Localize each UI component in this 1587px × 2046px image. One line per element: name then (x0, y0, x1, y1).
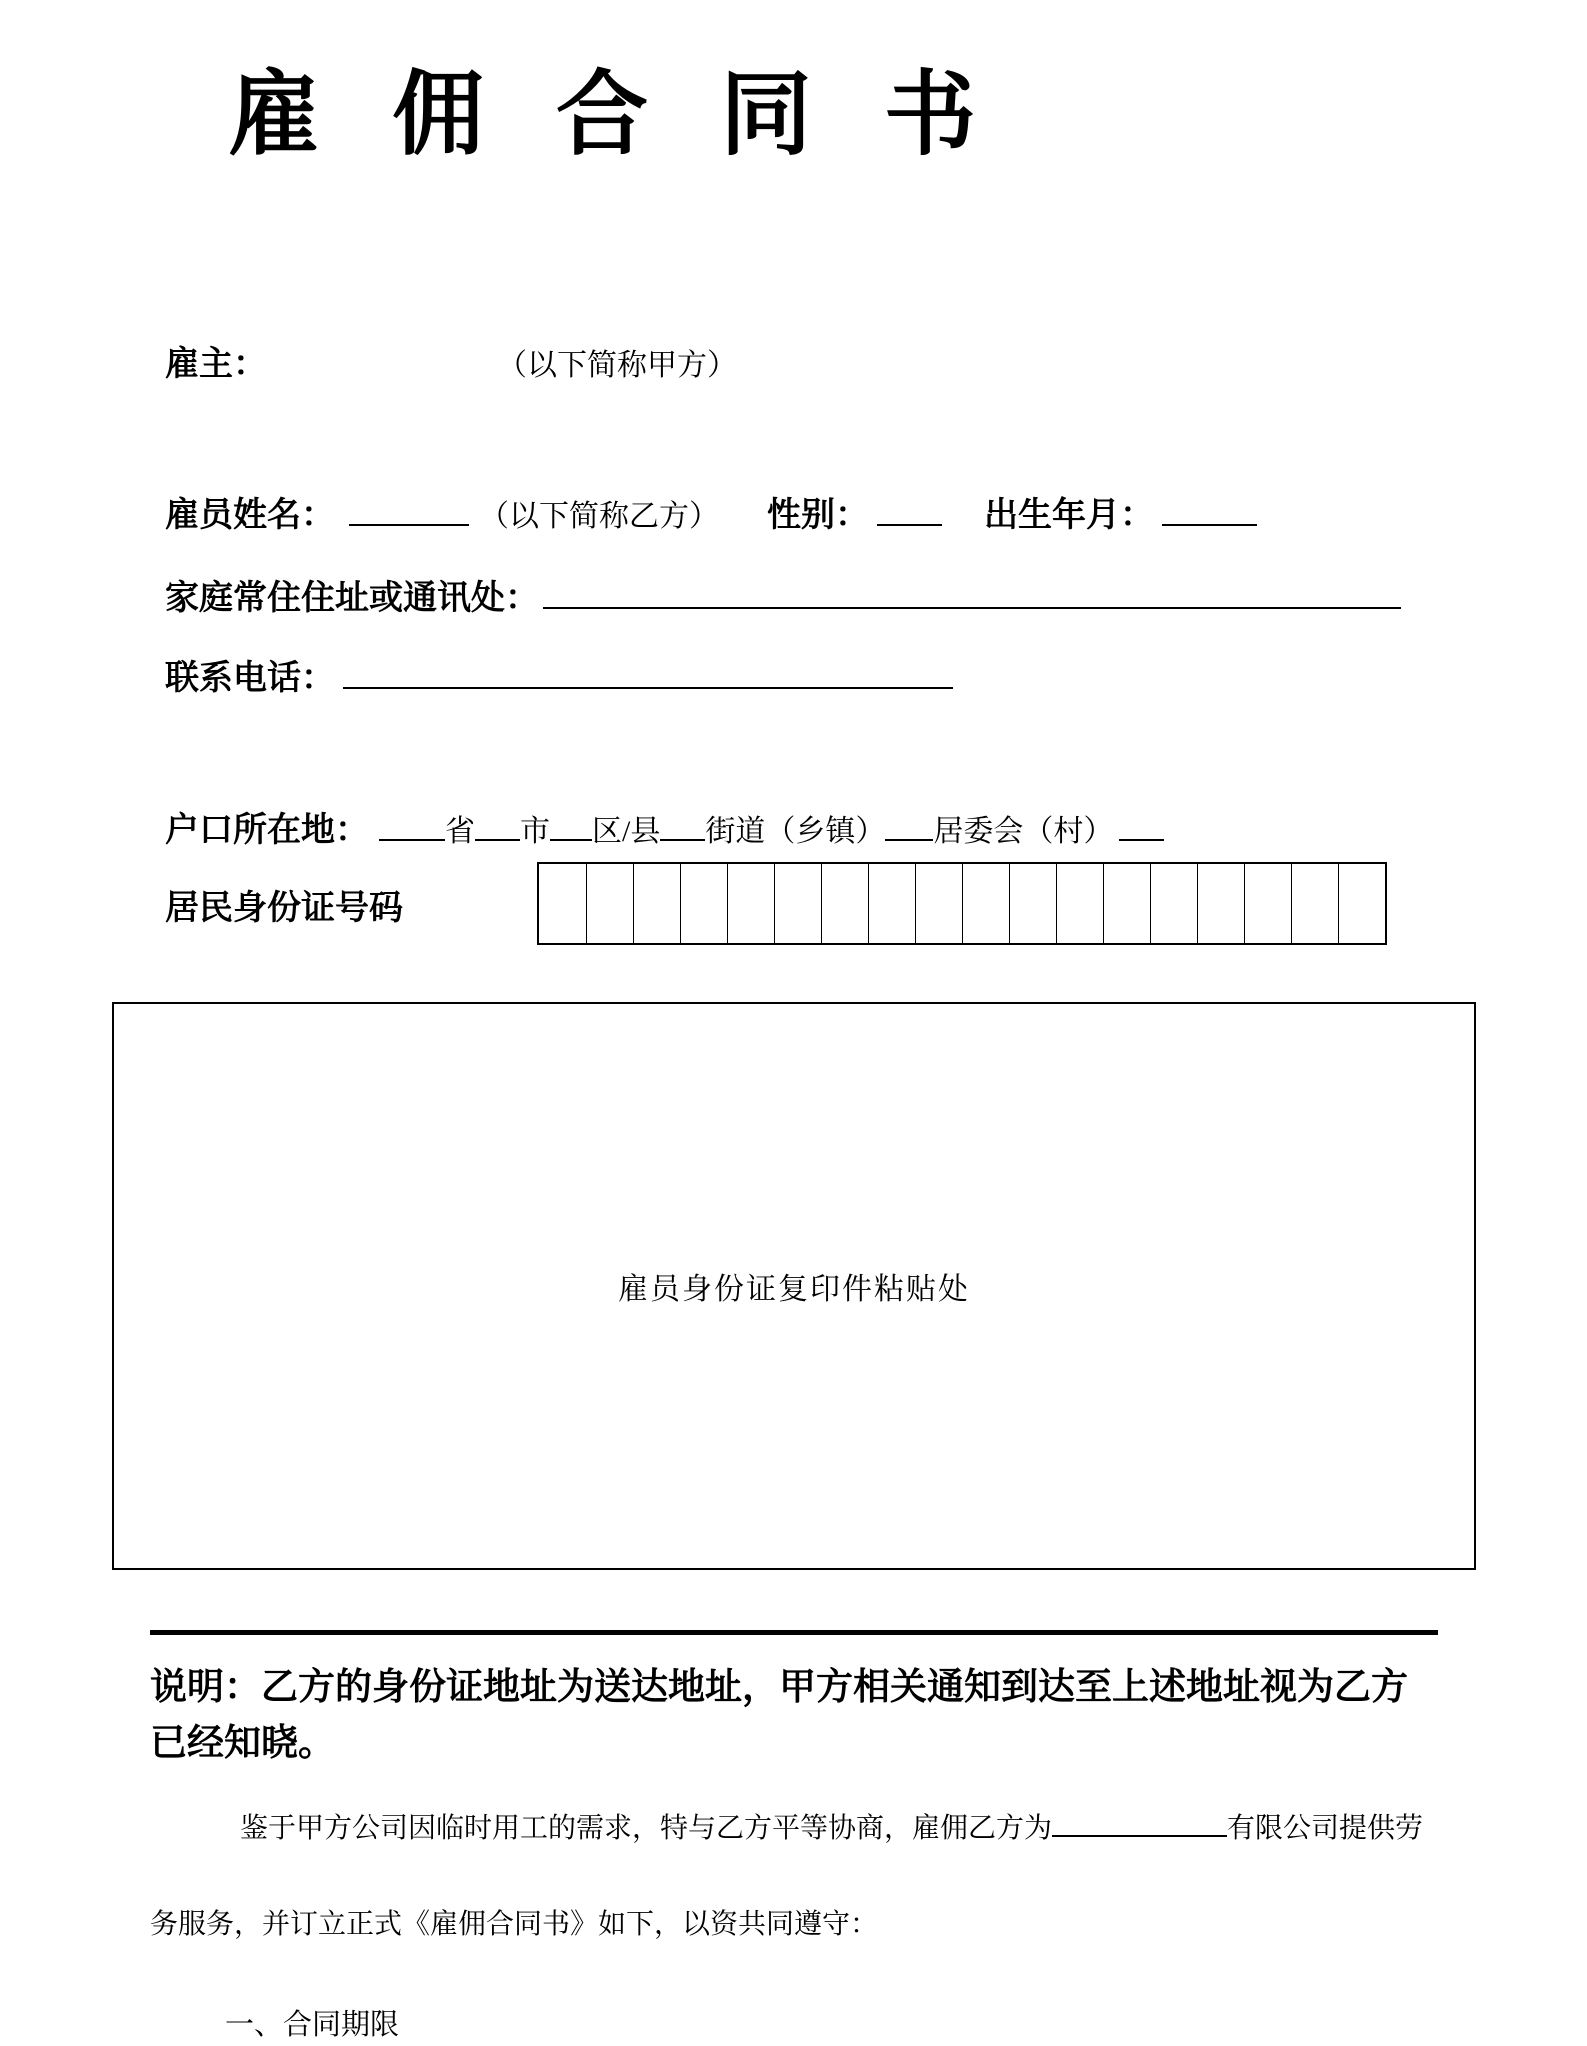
delivery-notice-line1: 说明：乙方的身份证地址为送达地址，甲方相关通知到达至上述地址视为乙方 (150, 1667, 1408, 1708)
birth-date-field[interactable] (1162, 498, 1257, 526)
preamble-text-before-company: 鉴于甲方公司因临时用工的需求，特与乙方平等协商，雇佣乙方为 (240, 1813, 1053, 1844)
household-label: 户口所在地： (165, 812, 369, 849)
household-row (165, 802, 1164, 851)
employee-name-label: 雇员姓名： (165, 497, 335, 534)
city-suffix: 市 (520, 815, 550, 848)
id-digit-cell[interactable] (915, 864, 962, 943)
preamble-line2: 务服务，并订立正式《雇佣合同书》如下，以资共同遵守： (150, 1909, 879, 1940)
company-name-field[interactable] (1052, 1813, 1227, 1837)
delivery-notice-line2: 已经知晓。 (150, 1723, 335, 1764)
district-suffix: 区/县 (592, 815, 661, 848)
address-row (165, 570, 1401, 619)
id-digit-cell[interactable] (1150, 864, 1197, 943)
employer-label: 雇主： (165, 346, 267, 383)
employer-row (165, 336, 737, 385)
committee-field[interactable] (885, 817, 933, 841)
id-digit-cell[interactable] (680, 864, 727, 943)
preamble-text-after-company: 有限公司提供劳 (1227, 1813, 1424, 1844)
province-suffix: 省 (445, 815, 475, 848)
city-field[interactable] (475, 817, 520, 841)
phone-field[interactable] (343, 661, 953, 689)
committee-suffix: 居委会（村） (933, 815, 1114, 848)
id-digit-cell[interactable] (821, 864, 868, 943)
id-digit-cell[interactable] (539, 864, 586, 943)
address-label: 家庭常住住址或通讯处： (165, 580, 539, 617)
phone-row (165, 650, 953, 699)
id-number-label: 居民身份证号码 (165, 890, 403, 927)
id-digit-cell[interactable] (1197, 864, 1244, 943)
id-digit-cell[interactable] (868, 864, 915, 943)
id-digit-cells (537, 862, 1387, 945)
phone-label: 联系电话： (165, 660, 335, 697)
id-digit-cell[interactable] (1103, 864, 1150, 943)
street-suffix: 街道（乡镇） (705, 815, 886, 848)
delivery-notice (150, 1660, 1450, 1772)
paste-area-caption: 雇员身份证复印件粘贴处 (618, 1273, 970, 1306)
id-copy-paste-area (112, 1002, 1476, 1570)
employer-note: （以下简称甲方） (512, 349, 737, 382)
address-field[interactable] (543, 581, 1401, 609)
birth-date-label: 出生年月： (984, 497, 1154, 534)
gender-label: 性别： (767, 497, 869, 534)
province-field[interactable] (379, 817, 445, 841)
employee-name-note: （以下简称乙方） (479, 500, 719, 533)
employee-name-field[interactable] (349, 498, 469, 526)
district-field[interactable] (550, 817, 592, 841)
street-field[interactable] (660, 817, 705, 841)
gender-field[interactable] (877, 498, 942, 526)
id-digit-cell[interactable] (633, 864, 680, 943)
preamble-line1 (150, 1806, 1423, 1846)
id-digit-cell[interactable] (586, 864, 633, 943)
page-title: 雇佣合同书 (228, 64, 1049, 166)
employee-row (165, 487, 1257, 536)
id-digit-cell[interactable] (1244, 864, 1291, 943)
id-digit-cell[interactable] (774, 864, 821, 943)
village-field[interactable] (1119, 817, 1164, 841)
section-1-heading: 一、合同期限 (225, 2009, 400, 2041)
id-digit-cell[interactable] (1056, 864, 1103, 943)
id-digit-cell[interactable] (1009, 864, 1056, 943)
id-digit-cell[interactable] (1338, 864, 1385, 943)
id-digit-cell[interactable] (727, 864, 774, 943)
id-digit-cell[interactable] (1291, 864, 1338, 943)
section-divider (150, 1630, 1438, 1635)
id-number-row (165, 880, 403, 929)
id-digit-cell[interactable] (962, 864, 1009, 943)
